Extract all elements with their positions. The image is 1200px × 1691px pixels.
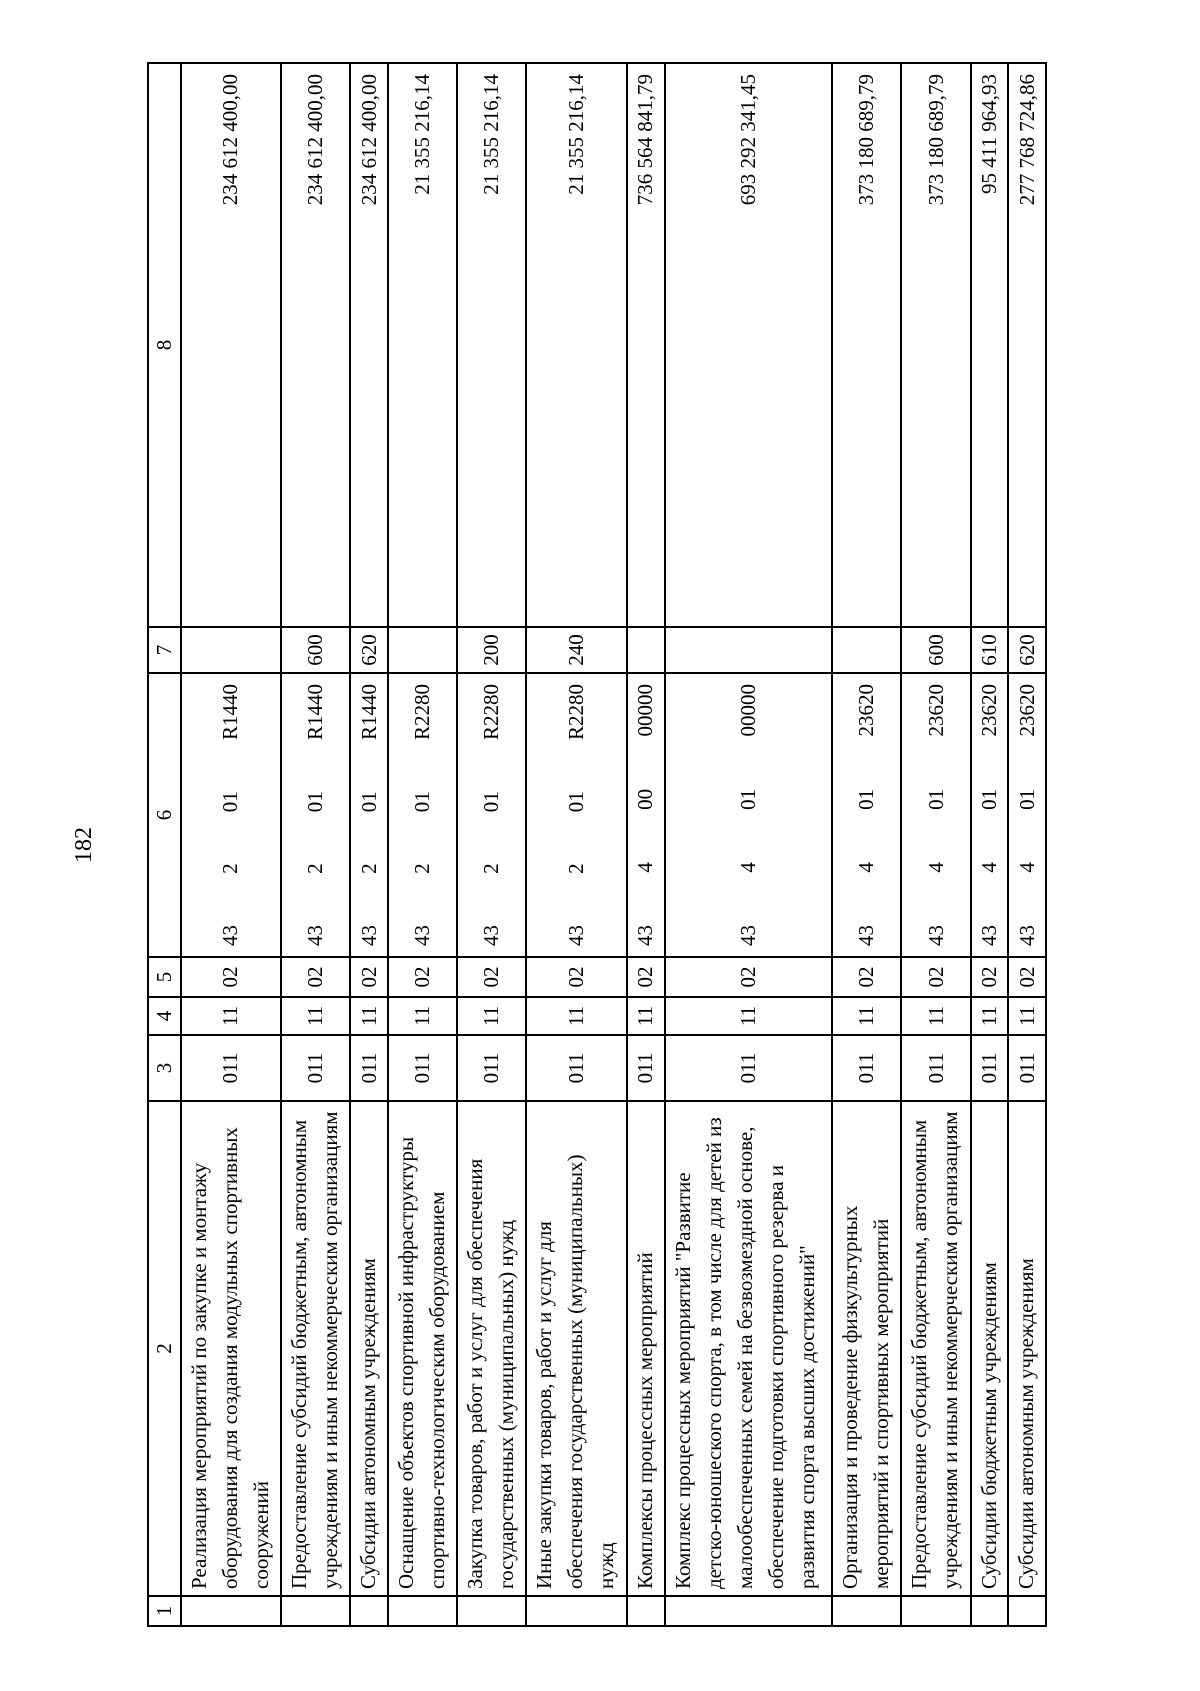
target-article-part: R1440: [356, 684, 381, 741]
item-name-cell: Субсидии автономным учреждениям: [1008, 1101, 1046, 1596]
subsection-code-cell: 02: [901, 957, 970, 997]
item-name-cell: Организация и проведение физкультурных мероприятий и спортивных мероприятий: [832, 1101, 901, 1596]
target-article-cell: [388, 673, 457, 957]
subsection-code-cell: 02: [665, 957, 833, 997]
target-article-part: R2280: [564, 684, 589, 741]
header-cell: 3: [148, 1035, 181, 1101]
amount-cell: 234 612 400,00: [350, 63, 388, 627]
target-article-part: 01: [410, 791, 435, 813]
row-number-cell: [665, 1596, 833, 1626]
amount-cell: 234 612 400,00: [281, 63, 350, 627]
expense-type-cell: [665, 627, 833, 673]
target-article-part: 4: [854, 862, 879, 873]
item-name-cell: Субсидии автономным учреждениям: [350, 1101, 388, 1596]
target-article-part: R2280: [410, 684, 435, 741]
table-row: [1008, 63, 1046, 1626]
section-code-cell: 11: [350, 997, 388, 1035]
section-code-cell: 11: [971, 997, 1009, 1035]
table-row: [832, 63, 901, 1626]
target-article-part: 4: [923, 862, 948, 873]
target-article-part: 01: [564, 791, 589, 813]
target-article-cell: [281, 673, 350, 957]
target-article-part: 01: [735, 788, 760, 810]
item-name-cell: Предоставление субсидий бюджетным, автономным учреждениям и иным некоммерческим организациям: [281, 1101, 350, 1596]
amount-cell: 21 355 216,14: [457, 63, 526, 627]
target-article-part: 43: [564, 925, 589, 946]
page-number: 182: [71, 827, 97, 863]
target-article-part: 43: [410, 925, 435, 946]
subsection-code-cell: 02: [832, 957, 901, 997]
item-name-cell: Закупка товаров, работ и услуг для обеспечения государственных (муниципальных) нужд: [457, 1101, 526, 1596]
target-article-part: 23620: [923, 684, 948, 737]
expense-type-cell: 620: [350, 627, 388, 673]
target-article-part: 2: [479, 863, 504, 874]
section-code-cell: 11: [526, 997, 627, 1035]
target-article-code: [921, 674, 952, 956]
table-row: [388, 63, 457, 1626]
target-article-part: 01: [218, 791, 243, 813]
target-article-cell: [1008, 673, 1046, 957]
section-code-cell: 11: [388, 997, 457, 1035]
table-row: [281, 63, 350, 1626]
target-article-part: 2: [410, 863, 435, 874]
section-code-cell: 11: [627, 997, 665, 1035]
amount-cell: 736 564 841,79: [627, 63, 665, 627]
ministry-code-cell: 011: [388, 1035, 457, 1101]
header-cell: 1: [148, 1596, 181, 1626]
section-code-cell: 11: [181, 997, 282, 1035]
target-article-part: 01: [976, 788, 1001, 810]
target-article-cell: [526, 673, 627, 957]
target-article-part: 23620: [1014, 684, 1039, 737]
row-number-cell: [388, 1596, 457, 1626]
amount-cell: 21 355 216,14: [388, 63, 457, 627]
table-row: [457, 63, 526, 1626]
expense-type-cell: 600: [901, 627, 970, 673]
header-cell: 7: [148, 627, 181, 673]
amount-cell: 373 180 689,79: [832, 63, 901, 627]
target-article-part: 4: [735, 862, 760, 873]
target-article-part: 43: [356, 925, 381, 946]
row-number-cell: [350, 1596, 388, 1626]
target-article-part: 00000: [735, 684, 760, 737]
ministry-code-cell: 011: [665, 1035, 833, 1101]
target-article-part: 43: [854, 925, 879, 946]
target-article-part: 43: [479, 925, 504, 946]
ministry-code-cell: 011: [627, 1035, 665, 1101]
target-article-code: [1012, 674, 1043, 956]
target-article-part: 01: [479, 791, 504, 813]
subsection-code-cell: 02: [526, 957, 627, 997]
target-article-part: 43: [303, 925, 328, 946]
target-article-code: [476, 674, 507, 956]
target-article-part: 4: [976, 862, 1001, 873]
item-name-cell: Реализация мероприятий по закупке и монтажу оборудования для создания модульных спортивных сооружений: [181, 1101, 282, 1596]
section-code-cell: 11: [281, 997, 350, 1035]
header-cell: 2: [148, 1101, 181, 1596]
target-article-cell: [457, 673, 526, 957]
row-number-cell: [832, 1596, 901, 1626]
amount-cell: 373 180 689,79: [901, 63, 970, 627]
item-name-cell: Предоставление субсидий бюджетным, автономным учреждениям и иным некоммерческим организациям: [901, 1101, 970, 1596]
table-row: [181, 63, 282, 1626]
target-article-cell: [181, 673, 282, 957]
target-article-code: [300, 674, 331, 956]
ministry-code-cell: 011: [350, 1035, 388, 1101]
header-cell: 4: [148, 997, 181, 1035]
target-article-part: 2: [564, 863, 589, 874]
ministry-code-cell: 011: [832, 1035, 901, 1101]
expense-type-cell: 600: [281, 627, 350, 673]
row-number-cell: [526, 1596, 627, 1626]
target-article-cell: [901, 673, 970, 957]
subsection-code-cell: 02: [181, 957, 282, 997]
expense-type-cell: 240: [526, 627, 627, 673]
row-number-cell: [181, 1596, 282, 1626]
subsection-code-cell: 02: [627, 957, 665, 997]
target-article-code: [974, 674, 1005, 956]
budget-table-frame: [147, 64, 1047, 1627]
section-code-cell: 11: [832, 997, 901, 1035]
target-article-code: [407, 674, 438, 956]
target-article-part: 2: [303, 863, 328, 874]
target-article-part: 43: [1014, 925, 1039, 946]
target-article-cell: [350, 673, 388, 957]
target-article-part: 01: [303, 791, 328, 813]
expense-type-cell: [388, 627, 457, 673]
expense-type-cell: [181, 627, 282, 673]
ministry-code-cell: 011: [181, 1035, 282, 1101]
row-number-cell: [901, 1596, 970, 1626]
target-article-part: 43: [923, 925, 948, 946]
subsection-code-cell: 02: [281, 957, 350, 997]
target-article-code: [630, 674, 661, 956]
row-number-cell: [457, 1596, 526, 1626]
target-article-part: 01: [1014, 788, 1039, 810]
target-article-code: [733, 674, 764, 956]
section-code-cell: 11: [457, 997, 526, 1035]
subsection-code-cell: 02: [350, 957, 388, 997]
subsection-code-cell: 02: [388, 957, 457, 997]
subsection-code-cell: 02: [1008, 957, 1046, 997]
expense-type-cell: [832, 627, 901, 673]
ministry-code-cell: 011: [281, 1035, 350, 1101]
target-article-part: 00000: [633, 684, 658, 737]
section-code-cell: 11: [1008, 997, 1046, 1035]
amount-cell: 234 612 400,00: [181, 63, 282, 627]
target-article-cell: [665, 673, 833, 957]
table-row: [350, 63, 388, 1626]
target-article-part: 01: [854, 788, 879, 810]
table-row: [627, 63, 665, 1626]
section-code-cell: 11: [901, 997, 970, 1035]
subsection-code-cell: 02: [971, 957, 1009, 997]
target-article-part: 01: [923, 788, 948, 810]
target-article-part: 2: [356, 863, 381, 874]
target-article-code: [561, 674, 592, 956]
amount-cell: 693 292 341,45: [665, 63, 833, 627]
target-article-part: 43: [633, 925, 658, 946]
expense-type-cell: 610: [971, 627, 1009, 673]
subsection-code-cell: 02: [457, 957, 526, 997]
ministry-code-cell: 011: [971, 1035, 1009, 1101]
target-article-part: 4: [633, 862, 658, 873]
target-article-cell: [971, 673, 1009, 957]
row-number-cell: [1008, 1596, 1046, 1626]
ministry-code-cell: 011: [526, 1035, 627, 1101]
target-article-part: 01: [356, 791, 381, 813]
table-row: [526, 63, 627, 1626]
table-row: [901, 63, 970, 1626]
ministry-code-cell: 011: [457, 1035, 526, 1101]
section-code-cell: 11: [665, 997, 833, 1035]
target-article-part: 43: [976, 925, 1001, 946]
item-name-cell: Субсидии бюджетным учреждениям: [971, 1101, 1009, 1596]
expense-type-cell: [627, 627, 665, 673]
target-article-code: [354, 674, 385, 956]
expense-type-cell: 620: [1008, 627, 1046, 673]
target-article-part: 2: [218, 863, 243, 874]
row-number-cell: [627, 1596, 665, 1626]
target-article-part: 43: [735, 925, 760, 946]
budget-table: [147, 62, 1047, 1627]
amount-cell: 277 768 724,86: [1008, 63, 1046, 627]
target-article-part: 4: [1014, 862, 1039, 873]
target-article-part: 43: [218, 925, 243, 946]
table-row: [665, 63, 833, 1626]
target-article-part: 23620: [976, 684, 1001, 737]
header-cell: 8: [148, 63, 181, 627]
item-name-cell: Комплекс процессных мероприятий "Развитие детско-юношеского спорта, в том числе для детей из малообеспеченных семей на безвозмездной основе, обеспечение подготовки спортивного резерва и развития спорта высших достижений": [665, 1101, 833, 1596]
table-row: [971, 63, 1009, 1626]
target-article-part: R2280: [479, 684, 504, 741]
amount-cell: 95 411 964,93: [971, 63, 1009, 627]
target-article-part: R1440: [218, 684, 243, 741]
target-article-cell: [832, 673, 901, 957]
row-number-cell: [971, 1596, 1009, 1626]
target-article-code: [215, 674, 246, 956]
header-row: [148, 63, 181, 1626]
target-article-code: [851, 674, 882, 956]
ministry-code-cell: 011: [901, 1035, 970, 1101]
target-article-part: 23620: [854, 684, 879, 737]
amount-cell: 21 355 216,14: [526, 63, 627, 627]
header-cell: 6: [148, 673, 181, 957]
row-number-cell: [281, 1596, 350, 1626]
target-article-part: R1440: [303, 684, 328, 741]
item-name-cell: Комплексы процессных мероприятий: [627, 1101, 665, 1596]
expense-type-cell: 200: [457, 627, 526, 673]
item-name-cell: Оснащение объектов спортивной инфраструктуры спортивно-технологическим оборудованием: [388, 1101, 457, 1596]
header-cell: 5: [148, 957, 181, 997]
item-name-cell: Иные закупки товаров, работ и услуг для обеспечения государственных (муниципальных) нужд: [526, 1101, 627, 1596]
target-article-cell: [627, 673, 665, 957]
ministry-code-cell: 011: [1008, 1035, 1046, 1101]
target-article-part: 00: [633, 788, 658, 810]
